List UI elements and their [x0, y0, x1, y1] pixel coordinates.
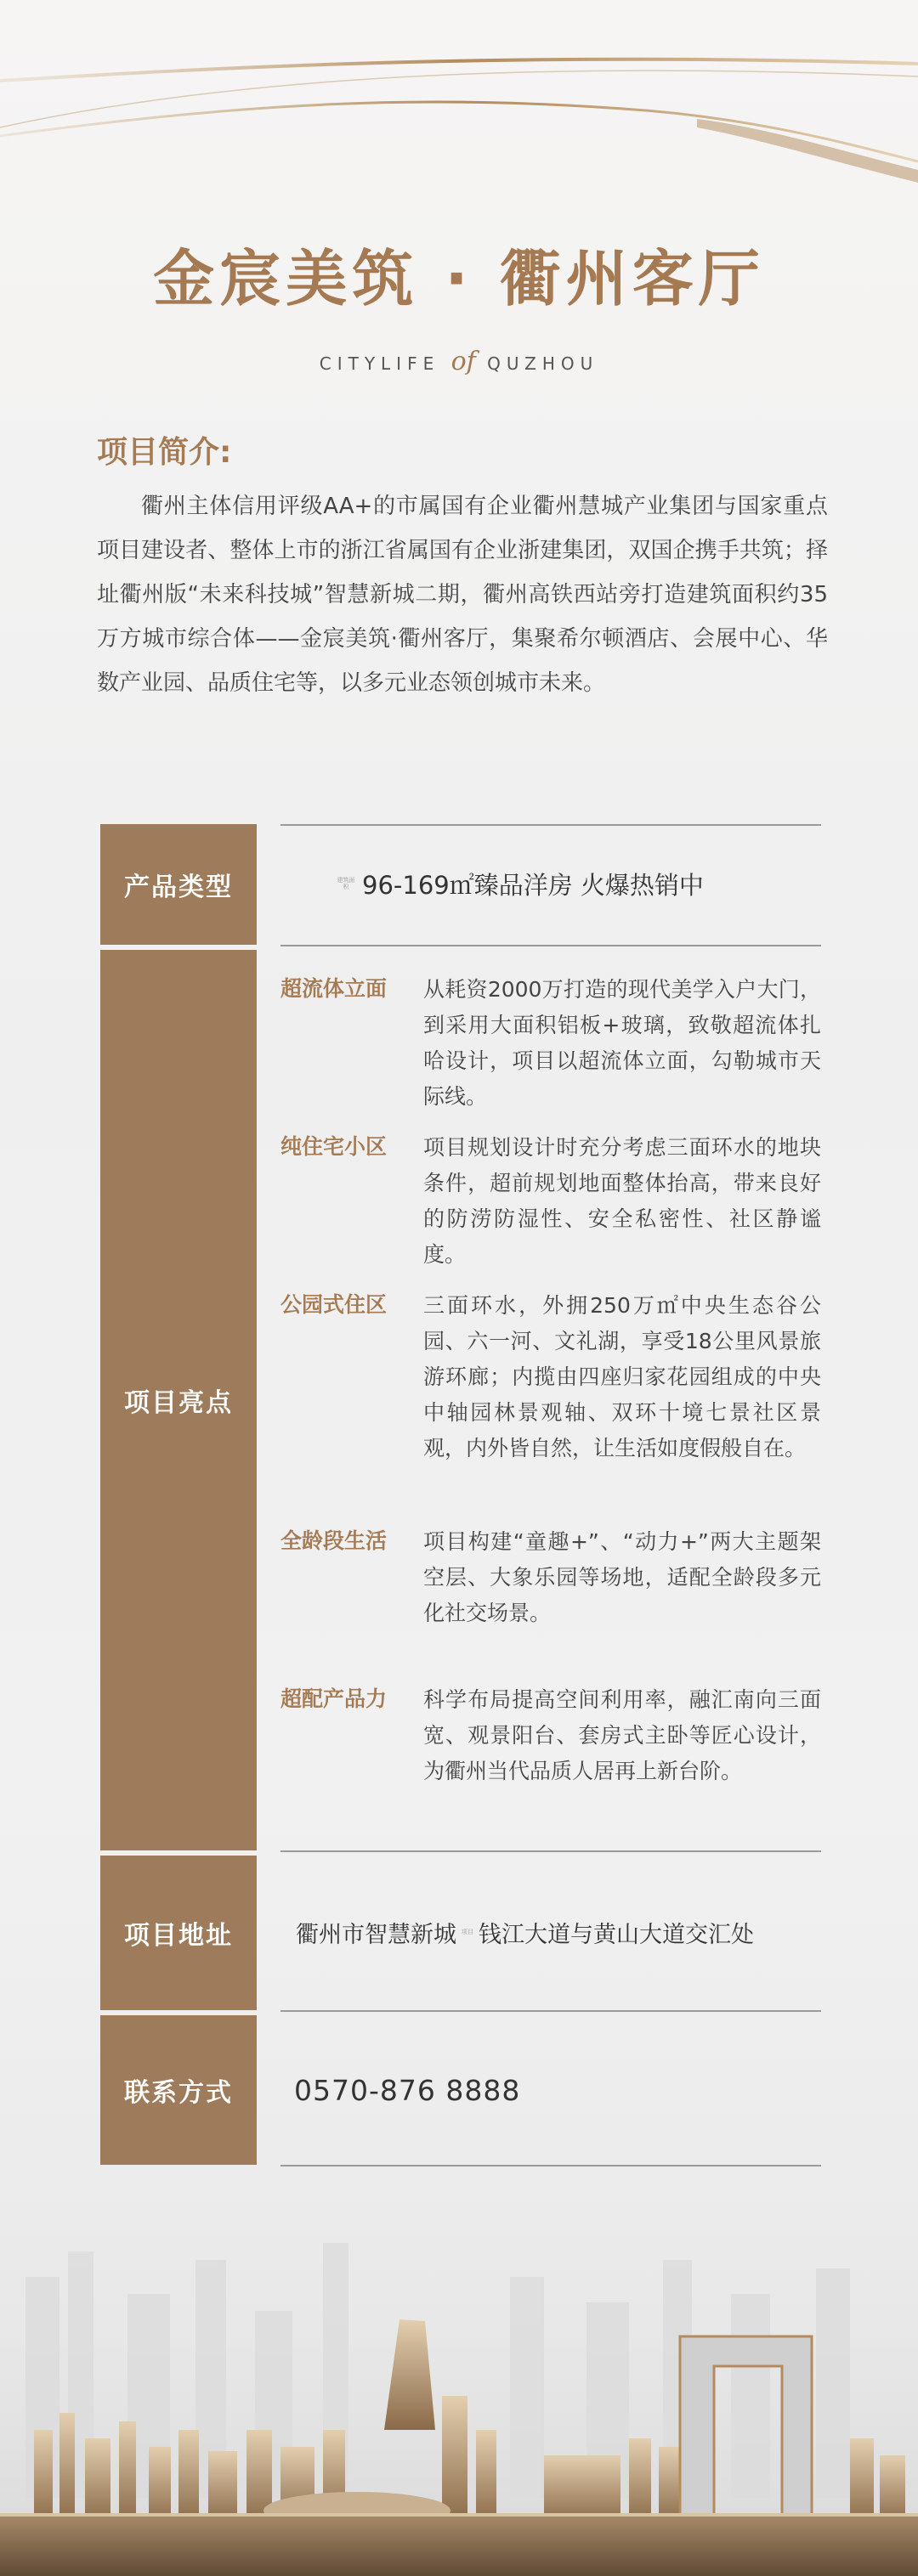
label-address: 项目地址: [100, 1856, 257, 2010]
divider: [280, 1850, 821, 1852]
divider: [280, 2165, 821, 2166]
divider: [280, 2010, 821, 2012]
row-address: [100, 1856, 821, 2010]
address-note: 项目: [462, 1929, 473, 1935]
area-note: 建筑面积: [337, 877, 355, 890]
highlight-desc: 项目规划设计时充分考虑三面环水的地块条件，超前规划地面整体抬高，带来良好的防涝防湿性、安全私密性、社区静谧度。: [423, 1135, 821, 1267]
divider: [280, 945, 821, 946]
highlight-desc: 项目构建“童趣+”、“动力+”两大主题架空层、大象乐园等场地，适配全龄段多元化社交场景。: [423, 1529, 821, 1625]
decorative-ribbons: [0, 0, 918, 221]
highlight-name: 公园式住区: [280, 1292, 388, 1317]
highlight-desc: 科学布局提高空间利用率，融汇南向三面宽、观景阳台、套房式主卧等匠心设计，为衢州当代品质人居再上新台阶。: [423, 1687, 821, 1783]
label-highlights: 项目亮点: [100, 950, 257, 1850]
subtitle-of: of: [450, 347, 476, 376]
subtitle-right: QUZHOU: [487, 353, 599, 374]
highlight-desc: 从耗资2000万打造的现代美学入户大门，到采用大面积铝板+玻璃，致敬超流体扎哈设计，项目以超流体立面，勾勒城市天际线。: [423, 977, 821, 1109]
label-contact: 联系方式: [100, 2015, 257, 2165]
subtitle-left: CITYLIFE: [319, 353, 440, 374]
divider: [280, 824, 821, 826]
intro-heading: 项目简介:: [97, 435, 232, 470]
row-highlights: [100, 950, 821, 1850]
highlight-name: 纯住宅小区: [280, 1134, 388, 1159]
highlight-desc: 三面环水，外拥250万㎡中央生态谷公园、六一河、文礼湖，享受18公里风景旅游环廊；内揽由四座归家花园组成的中央中轴园林景观轴、双环十境七景社区景观，内外皆自然，让生活如度假般自在。: [423, 1293, 821, 1460]
highlight-name: 超流体立面: [280, 976, 388, 1001]
product-text: 96-169㎡臻品洋房 火爆热销中: [362, 870, 704, 900]
row-contact: [100, 2015, 821, 2165]
label-product-type: 产品类型: [100, 824, 257, 945]
intro-text: 衢州主体信用评级AA+的市属国有企业衢州慧城产业集团与国家重点项目建设者、整体上市的浙江省属国有企业浙建集团，双国企携手共筑；择址衢州版“未来科技城”智慧新城二期，衢州高铁西站旁打造建筑面积约35万方城市综合体——金宸美筑·衢州客厅，集聚希尔顿酒店、会展中心、华数产业园、品质住宅等，以多元业态领创城市未来。: [97, 494, 828, 696]
city-skyline-illustration: [0, 2175, 918, 2576]
page-title: 金宸美筑 · 衢州客厅: [153, 243, 765, 314]
page-subtitle: [0, 347, 918, 376]
phone-number[interactable]: 0570-876 8888: [294, 2073, 521, 2107]
address-part1: 衢州市智慧新城: [296, 1921, 456, 1948]
product-value: [337, 860, 704, 907]
highlight-name: 超配产品力: [280, 1686, 388, 1711]
row-product-type: [100, 824, 821, 945]
highlight-name: 全龄段生活: [280, 1528, 388, 1553]
address-part2: 钱江大道与黄山大道交汇处: [479, 1921, 754, 1948]
address-value: [296, 1908, 754, 1956]
